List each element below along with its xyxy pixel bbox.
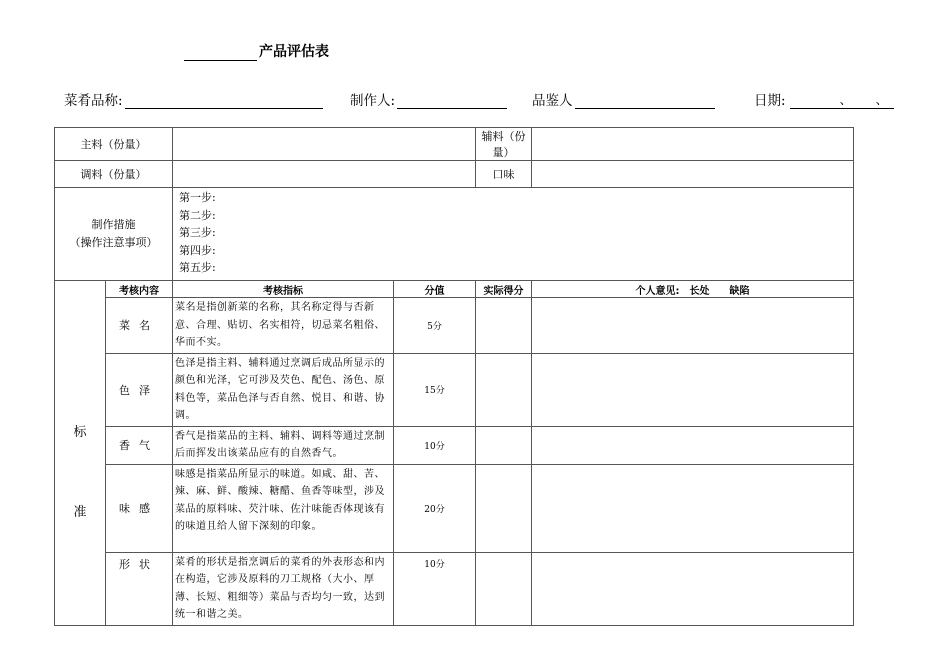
step-item: 第四步: xyxy=(179,243,216,257)
taster-label: 品鉴人 xyxy=(532,93,573,109)
standard-side-label xyxy=(55,281,106,626)
taster-input[interactable] xyxy=(575,93,715,109)
step-item: 第二步: xyxy=(179,208,216,222)
method-label-line2: （操作注意事项） xyxy=(69,236,158,249)
criterion-name: 香气 xyxy=(106,426,173,464)
table-row xyxy=(55,298,854,354)
step-item: 第五步: xyxy=(179,261,216,274)
criterion-score: 5分 xyxy=(394,298,476,354)
header-actual-score: 实际得分 xyxy=(476,281,532,298)
taste-input[interactable] xyxy=(532,161,854,188)
table-row xyxy=(55,353,854,426)
actual-score-input[interactable] xyxy=(476,464,532,552)
criterion-name: 形状 xyxy=(106,552,173,625)
maker-field xyxy=(350,89,507,109)
header-indicator: 考核指标 xyxy=(173,281,394,298)
table-row xyxy=(55,426,854,464)
main-ingredient-input[interactable] xyxy=(173,128,476,161)
table-row xyxy=(55,281,854,298)
taste-label: 口味 xyxy=(476,161,532,188)
step-item: 第一步: xyxy=(179,191,216,204)
info-row xyxy=(64,89,894,109)
opinion-input[interactable] xyxy=(532,353,854,426)
criterion-name: 味感 xyxy=(106,464,173,552)
criterion-name: 色泽 xyxy=(106,353,173,426)
dish-name-input[interactable] xyxy=(125,93,323,109)
table-row xyxy=(55,161,854,188)
criterion-desc: 味感是指菜品所显示的味道。如咸、甜、苦、辣、麻、鲜、酸辣、糖醋、鱼香等味型，涉及菜品的原料味、芡汁味、佐汁味能否体现该有的味道且给人留下深刻的印象。 xyxy=(173,464,394,552)
side-char: 标 xyxy=(73,424,87,440)
maker-input[interactable] xyxy=(397,93,507,109)
actual-score-input[interactable] xyxy=(476,426,532,464)
opinion-input[interactable] xyxy=(532,464,854,552)
actual-score-input[interactable] xyxy=(476,353,532,426)
method-label-line1: 制作措施 xyxy=(91,218,136,231)
header-opinion: 个人意见: 长处 缺陷 xyxy=(532,281,854,298)
evaluation-table xyxy=(54,127,854,626)
date-label: 日期: xyxy=(754,93,786,109)
table-row xyxy=(55,464,854,552)
criterion-score: 20分 xyxy=(394,464,476,552)
auxiliary-ingredient-label: 辅料（份量） xyxy=(476,128,532,161)
dish-name-label: 菜肴品称: xyxy=(64,93,123,109)
criterion-name: 菜名 xyxy=(106,298,173,354)
criterion-desc: 香气是指菜品的主料、辅料、调料等通过烹制后而挥发出该菜品应有的自然香气。 xyxy=(173,426,394,464)
auxiliary-ingredient-input[interactable] xyxy=(532,128,854,161)
dish-name-field xyxy=(64,89,323,109)
seasoning-label: 调料（份量） xyxy=(55,161,173,188)
actual-score-input[interactable] xyxy=(476,552,532,625)
seasoning-input[interactable] xyxy=(173,161,476,188)
header-content: 考核内容 xyxy=(106,281,173,298)
method-steps[interactable] xyxy=(173,188,854,281)
criterion-score: 10分 xyxy=(394,552,476,625)
criterion-score: 15分 xyxy=(394,353,476,426)
main-ingredient-label: 主料（份量） xyxy=(55,128,173,161)
criterion-desc: 菜肴的形状是指烹调后的菜肴的外表形态和内在构造，它涉及原料的刀工规格（大小、厚薄、长短、粗细等）菜品与否均匀一致，达到统一和谐之美。 xyxy=(173,552,394,625)
step-item: 第三步: xyxy=(179,226,216,239)
opinion-input[interactable] xyxy=(532,426,854,464)
date-separator: 、 xyxy=(875,93,888,107)
maker-label: 制作人: xyxy=(350,93,396,109)
opinion-input[interactable] xyxy=(532,552,854,625)
opinion-input[interactable] xyxy=(532,298,854,354)
date-field xyxy=(754,89,894,109)
title-prefix-blank[interactable] xyxy=(184,46,257,61)
side-char: 准 xyxy=(73,504,87,520)
form-title xyxy=(184,41,329,61)
criterion-desc: 菜名是指创新菜的名称，其名称定得与否新意、合理、贴切、名实相符，切忌菜名粗俗、华而不实。 xyxy=(173,298,394,354)
method-label xyxy=(55,188,173,281)
title-text: 产品评估表 xyxy=(259,44,329,60)
actual-score-input[interactable] xyxy=(476,298,532,354)
date-separator: 、 xyxy=(839,93,852,107)
table-row xyxy=(55,188,854,281)
criterion-desc: 色泽是指主料、辅料通过烹调后成品所显示的颜色和光泽，它可涉及芡色、配色、汤色、原料色等，菜品色泽与否自然、悦目、和谐、协调。 xyxy=(173,353,394,426)
header-score: 分值 xyxy=(394,281,476,298)
date-input[interactable] xyxy=(790,93,894,109)
criterion-score: 10分 xyxy=(394,426,476,464)
table-row xyxy=(55,128,854,161)
table-row xyxy=(55,552,854,625)
taster-field xyxy=(532,89,715,109)
